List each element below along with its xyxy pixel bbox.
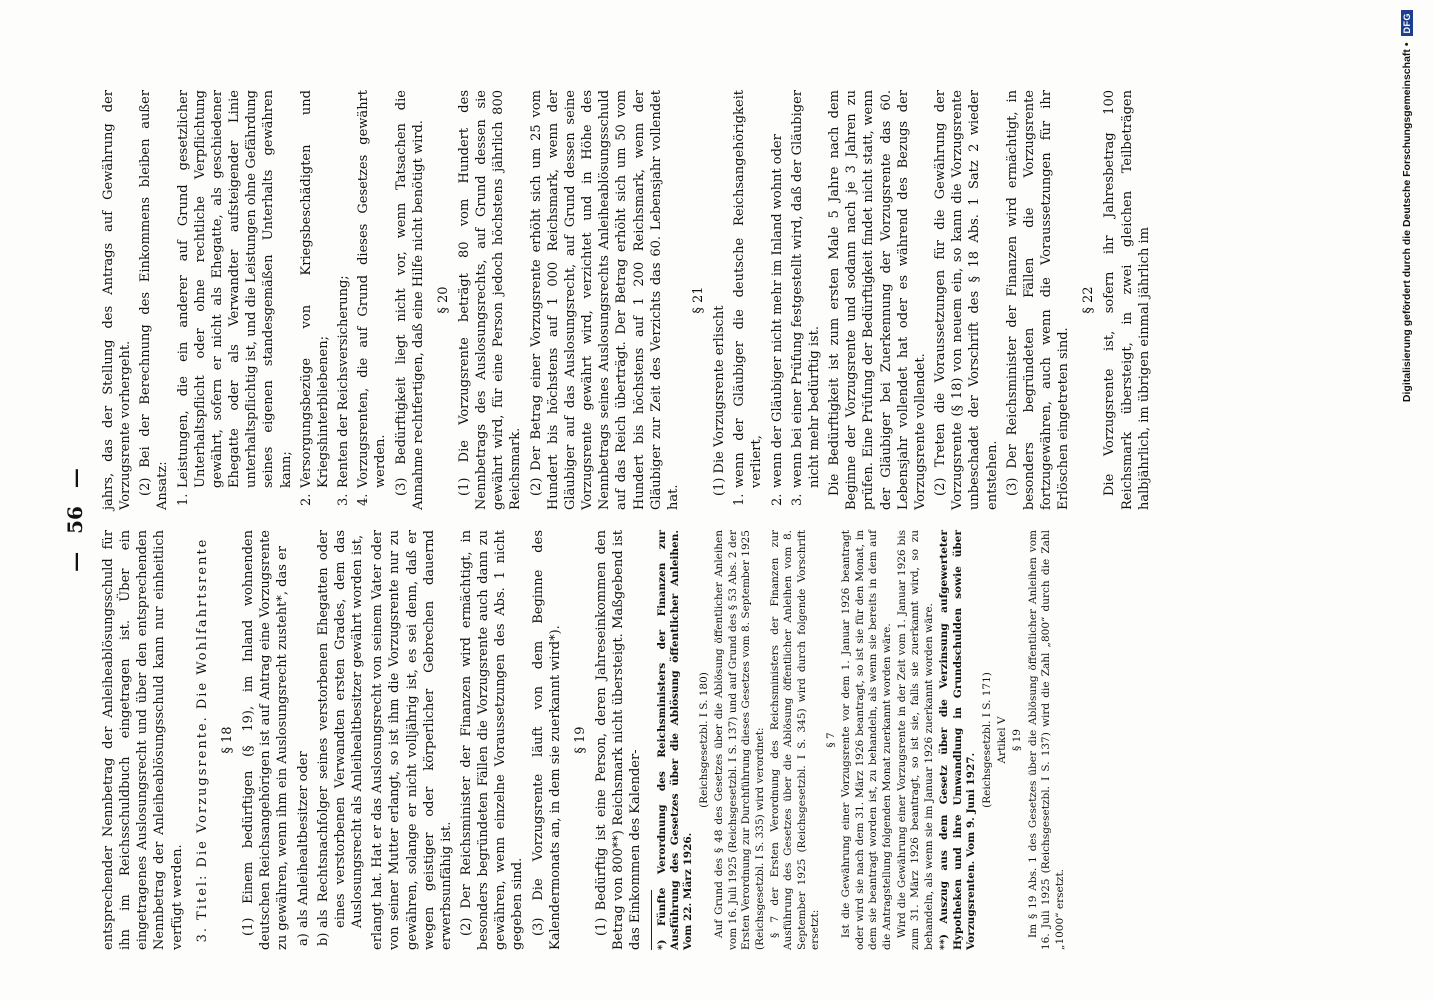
- footnote-paragraph: Ist die Gewährung einer Vorzugsrente vor dem 1. Januar 1926 beantragt oder wird sie nach dem 31. März 1926 beantragt, so ist sie für den Monat, in dem sie beantragt worden ist, zu behandeln, als wenn sie bereits in dem auf die Antragstellung folgenden Monat zuerkannt worden wäre.: [840, 530, 893, 950]
- footnote-heading: § 19: [1011, 729, 1024, 751]
- list-item-text: wenn bei einer Prüfung festgestellt wird, daß der Gläubiger nicht mehr bedürftig ist.: [789, 90, 822, 488]
- section-heading: § 22: [1081, 286, 1097, 314]
- paragraph: (3) Die Vorzugsrente läuft von dem Beginne des Kalendermonats an, in dem sie zuerkannt wird*).: [530, 530, 563, 950]
- list-item-text: Versorgungsbezüge von Kriegsbeschädigten und Kriegshinterbliebenen;: [298, 90, 331, 488]
- margin-credit: [1392, 10, 1422, 990]
- footnote-heading: Artikel V: [996, 716, 1009, 764]
- list-item: 1. Leistungen, die ein anderer auf Grund gesetzlicher Unterhaltspflicht oder ohne rechtliche Verpflichtung gewährt, sofern er nicht als Ehegatte, als geschiedener Ehegatte oder als Verwandter aufsteigender Linie unterhaltspflichtig ist, und die Leistungen ohne Gefährdung seines eigenen standesgemäßen Unterhalts gewähren kann;: [175, 90, 294, 506]
- footnote-paragraph: Im § 19 Abs. 1 des Gesetzes über die Ablösung öffentlicher Anleihen vom 16. Juli 1925 (Reichsgesetzbl. I S. 137) wird die Zahl „800“ durch die Zahl „1000“ ersetzt.: [1026, 530, 1066, 950]
- list-item: a) als Anleihealtbesitzer oder: [295, 751, 311, 946]
- paragraph: (2) Bei der Berechnung des Einkommens bleiben außer Ansatz:: [138, 90, 171, 510]
- paragraph: (2) Der Reichsminister der Finanzen wird ermächtigt, in besonders begründeten Fällen die Vorzugsrente auch dann zu gewähren, wenn einzelne Voraussetzungen des Abs. 1 nicht gegeben sind.: [458, 530, 526, 950]
- paragraph: (3) Bedürftigkeit liegt nicht vor, wenn Tatsachen die Annahme rechtfertigen, daß eine Hilfe nicht benötigt wird.: [393, 90, 426, 510]
- paragraph: (2) Treten die Voraussetzungen für die Gewährung der Vorzugsrente (§ 18) von neuem ein, so kann die Vorzugsrente unbeschadet der Vorschrift des § 18 Abs. 1 Satz 2 wieder entstehen.: [933, 90, 1000, 510]
- page-header: [60, 70, 90, 970]
- paragraph: (3) Der Reichsminister der Finanzen wird ermächtigt, in besonders begründeten Fällen die Vorzugsrente fortzugewähren, auch wenn die Voraussetzungen für ihr Erlöschen eingetreten sind.: [1004, 90, 1072, 510]
- section-title: 3. Titel: Die Vorzugsrente. Die Wohlfahrtsrente: [194, 537, 210, 943]
- list-item-text: als Rechtsnachfolger seines verstorbenen Ehegatten oder eines verstorbenen Verwandten ersten Grades, dem das Auslosungsrecht als Anleihealtbesitzer gewährt worden ist,: [315, 530, 366, 928]
- header-dash-right: —: [63, 468, 87, 489]
- section-heading: § 19: [572, 726, 588, 754]
- footnotes: [656, 530, 1068, 950]
- footnote-title: **) Auszug aus dem Gesetz über die Verzinsung aufgewerteter Hypotheken und ihre Umwandlung in Grundschulden sowie über Vorzugsrenten. Vom 9. Juni 1927.: [938, 530, 978, 950]
- list-item-text: wenn der Gläubiger die deutsche Reichsangehörigkeit verliert,: [732, 90, 765, 488]
- header-dash-left: —: [63, 551, 87, 572]
- paragraph: (1) Die Vorzugsrente erlischt: [712, 305, 728, 496]
- paragraph: (1) Die Vorzugsrente beträgt 80 vom Hundert des Nennbetrags des Auslosungsrechts, auf Grund dessen sie gewährt wird, für eine Person jedoch höchstens jährlich 800 Reichsmark.: [456, 90, 524, 510]
- left-column: [100, 530, 1069, 950]
- page-number: 56: [63, 506, 87, 534]
- list-item-text: Leistungen, die ein anderer auf Grund gesetzlicher Unterhaltspflicht oder ohne rechtliche Verpflichtung gewährt, sofern er nicht als Ehegatte, als geschiedener Ehegatte oder als Verwandter aufsteigender Linie unterhaltspflichtig ist, und die Leistungen ohne Gefährdung seines eigenen standesgemäßen Unterhalts gewähren kann;: [175, 90, 294, 488]
- list-item-text: Renten der Reichsversicherung;: [336, 275, 352, 488]
- footnote-paragraph: Wird die Gewährung einer Vorzugsrente in der Zeit vom 1. Januar 1926 bis zum 31. März 1926 beantragt, so ist sie, falls sie zuerkannt wird, so zu behandeln, als wenn sie im Januar 1926 zuerkannt worden wäre.: [895, 530, 935, 950]
- list-item: b) als Rechtsnachfolger seines verstorbenen Ehegatten oder eines verstorbenen Verwandten ersten Grades, dem das Auslosungsrecht als Anleihealtbesitzer gewährt worden ist,: [315, 530, 366, 946]
- paragraph: entsprechender Nennbetrag der Anleiheablösungsschuld für ihn im Reichsschuldbuch eingetragen ist. Über ein eingetragenes Auslosungsrecht und über den entsprechenden Nennbetrag der Anleiheablösungsschuld kann nur einheitlich verfügt werden.: [101, 530, 185, 950]
- section-heading: § 18: [219, 726, 235, 754]
- footnote-reference: (Reichsgesetzbl. I S. 171): [980, 672, 993, 808]
- dfg-logo: DFG: [1401, 10, 1413, 37]
- paragraph: (2) Der Betrag einer Vorzugsrente erhöht sich um 25 vom Hundert bis höchstens auf 1 000 Reichsmark, wenn der Gläubiger auf das Auslosungsrecht, auf Grund dessen seine Vorzugsrente gewährt wird, verzichtet und in Höhe des Nennbetrags seines Auslosungsrechts Anleiheablösungsschuld auf das Reich überträgt. Der Betrag erhöht sich um 50 vom Hundert bis höchstens auf 1 200 Reichsmark, wenn der Gläubiger zur Zeit des Verzichts das 60. Lebensjahr vollendet hat.: [528, 90, 681, 510]
- paragraph: jahrs, das der Stellung des Antrags auf Gewährung der Vorzugsrente vorhergeht.: [101, 90, 134, 510]
- footnote-reference: (Reichsgesetzbl. I S. 180): [697, 672, 710, 808]
- right-column: [100, 90, 1156, 510]
- footnote-rule: [651, 890, 652, 950]
- section-heading: § 21: [691, 286, 706, 314]
- list-item: 1. wenn der Gläubiger die deutsche Reichsangehörigkeit verliert,: [732, 90, 765, 506]
- list-item: 3. wenn bei einer Prüfung festgestellt wird, daß der Gläubiger nicht mehr bedürftig ist.: [789, 90, 822, 506]
- list-item-text: als Anleihealtbesitzer oder: [295, 751, 311, 928]
- paragraph: erlangt hat. Hat er das Auslosungsrecht von seinem Vater oder von seiner Mutter erlangt, so ist ihm die Vorzugsrente nur zu gewähren, solange er nicht volljährig ist, es sei denn, daß er wegen geistiger oder körperlicher Gebrechen dauernd erwerbsunfähig ist.: [370, 530, 454, 950]
- list-item-text: wenn der Gläubiger nicht mehr im Inland wohnt oder: [769, 134, 785, 488]
- footnote-title: *) Fünfte Verordnung des Reichsministers der Finanzen zur Ausführung des Gesetzes über die Ablösung öffentlicher Anleihen. Vom 22. März 1926.: [655, 530, 695, 950]
- list-item: 2. Versorgungsbezüge von Kriegsbeschädigten und Kriegshinterbliebenen;: [298, 90, 331, 506]
- rotated-text-block: [60, 70, 1290, 970]
- list-item-text: Vorzugsrenten, die auf Grund dieses Gesetzes gewährt werden.: [356, 90, 389, 488]
- footnote-heading: § 7: [824, 732, 837, 748]
- list-item: 4. Vorzugsrenten, die auf Grund dieses Gesetzes gewährt werden.: [356, 90, 389, 506]
- footnote-paragraph: Auf Grund des § 48 des Gesetzes über die Ablösung öffentlicher Anleihen vom 16. Juli 1925 (Reichsgesetzbl. I S. 137) und auf Grund des § 53 Abs. 2 der Ersten Verordnung zur Durchführung dieses Gesetzes vom 8. September 1925 (Reichsgesetzbl. I S. 335) wird verordnet:: [713, 530, 766, 950]
- section-heading: § 20: [435, 286, 451, 314]
- paragraph: Die Vorzugsrente ist, sofern ihr Jahresbetrag 100 Reichsmark übersteigt, in zwei gleichen Teilbeträgen halbjährlich, im übrigen einmal jährlich im: [1102, 90, 1152, 510]
- list-item: 2. wenn der Gläubiger nicht mehr im Inland wohnt oder: [769, 134, 785, 506]
- paragraph: (1) Bedürftig ist eine Person, deren Jahreseinkommen den Betrag von 800**) Reichsmark nicht übersteigt. Maßgebend ist das Einkommen des Kalender-: [594, 530, 644, 950]
- paragraph: (1) Einem bedürftigen (§ 19), im Inland wohnenden deutschen Reichsangehörigen ist auf Antrag eine Vorzugsrente zu gewähren, wenn ihm ein Auslosungsrecht zusteht*, das er: [241, 530, 291, 950]
- paragraph: Die Bedürftigkeit ist zum ersten Male 5 Jahre nach dem Beginne der Vorzugsrente und sodann nach je 3 Jahren zu prüfen. Eine Prüfung der Bedürftigkeit findet nicht statt, wenn der Gläubiger bei Zuerkennung der Vorzugsrente das 60. Lebensjahr vollendet hat oder es während des Bezugs der Vorzugsrente vollendet.: [827, 90, 928, 510]
- footnote-paragraph: § 7 der Ersten Verordnung des Reichsministers der Finanzen zur Ausführung des Gesetzes über die Ablösung öffentlicher Anleihen vom 8. September 1925 (Reichsgesetzbl. I S. 345) wird durch folgende Vorschrift ersetzt:: [769, 530, 822, 950]
- list-item: 3. Renten der Reichsversicherung;: [336, 275, 352, 506]
- dfg-credit-text: Digitalisierung gefördert durch die Deutsche Forschungsgemeinschaft •: [1401, 42, 1413, 403]
